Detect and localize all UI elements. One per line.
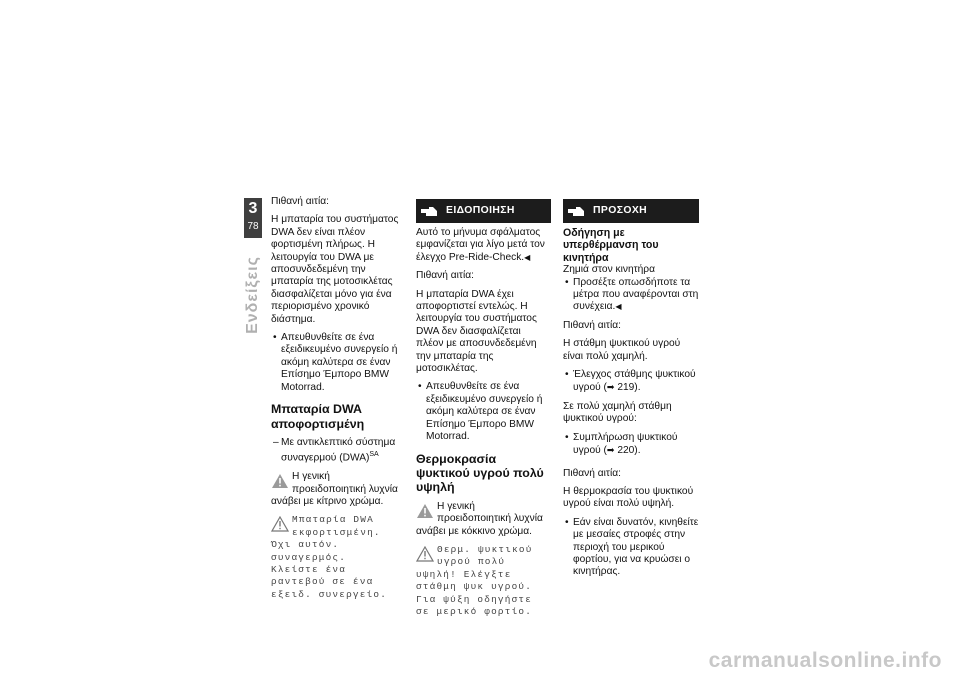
dash-icon: – — [273, 436, 279, 448]
cause-text: Η μπαταρία του συστήματος DWA δεν είναι πλέον φορτισμένη πλήρως. Η λειτουργία του DWA με αποσυνδεδεμένη την μπαταρία της μοτοσικλέτας διασφαλίζεται μόνο για ένα περιορισμένο χρονικό διάστημα. — [271, 214, 399, 325]
dash-item — [271, 437, 399, 465]
display-message: Μπαταρία DWA εκφορτισμένη. Όχι αυτόν. συναγερμός. Κλείστε ένα ραντεβού σε ένα εξειδ. συνεργείο. — [271, 514, 388, 600]
cause-label: Πιθανή αιτία: — [271, 196, 329, 207]
cause-label: Πιθανή αιτία: — [416, 270, 474, 282]
bullet-icon: • — [565, 431, 569, 443]
chapter-tab — [244, 198, 262, 238]
section-heading: Μπαταρία DWA αποφορτισμένη — [271, 402, 365, 431]
column-3 — [563, 196, 699, 585]
bullet-icon: • — [418, 381, 422, 393]
bullet-icon: • — [565, 516, 569, 528]
chapter-number: 3 — [248, 200, 258, 217]
list-item-text: Απευθυνθείτε σε ένα εξειδικευμένο συνεργείο ή ακόμη καλύτερα σε έναν Επίσημο Έμπορο BMW Motorrad. — [426, 381, 543, 443]
hand-pointer-icon — [420, 205, 438, 217]
watermark: carmanualsonline.info — [708, 649, 942, 672]
hand-pointer-icon — [567, 205, 585, 217]
warning-triangle-icon — [271, 473, 289, 489]
list-item-text: Εάν είναι δυνατόν, κινηθείτε με μεσαίες στροφές στην περιοχή του μερικού φορτίου, για να κρυώσει ο κινητήρας. — [573, 516, 699, 578]
caution-label: ΠΡΟΣΟΧΗ — [593, 204, 648, 216]
bullet-icon: • — [565, 276, 569, 288]
section-heading: Θερμοκρασία ψυκτικού υγρού πολύ υψηλή — [416, 451, 544, 495]
list-item-text: Απευθυνθείτε σε ένα εξειδικευμένο συνεργείο ή ακόμη καλύτερα σε έναν Επίσημο Έμπορο BMW Motorrad. — [281, 332, 398, 393]
option-marker: SA — [369, 451, 379, 459]
warning-label: ΕΙΔΟΠΟΙΗΣΗ — [446, 204, 515, 216]
list-item-text: Έλεγχος στάθμης ψυκτικού υγρού ( — [573, 369, 696, 394]
display-triangle-icon — [416, 546, 434, 562]
cause-text: Η θερμοκρασία του ψυκτικού υγρού είναι πολύ υψηλή. — [563, 485, 694, 510]
list-item — [416, 381, 551, 443]
page-number: 78 — [247, 221, 259, 232]
lamp-note — [271, 471, 399, 508]
lamp-note — [416, 501, 551, 538]
arrow-ref-icon: ➡ — [606, 382, 615, 393]
list-item — [563, 369, 699, 395]
lamp-text: Η γενική προειδοποιητική λυχνία ανάβει με κόκκινο χρώμα. — [416, 500, 543, 537]
lamp-text: Η γενική προειδοποιητική λυχνία ανάβει με κίτρινο χρώμα. — [271, 471, 398, 507]
bullet-icon: • — [273, 332, 277, 344]
cause-label: Πιθανή αιτία: — [563, 467, 621, 479]
caution-text: Ζημιά στον κινητήρα — [563, 264, 655, 276]
warning-text: Αυτό το μήνυμα σφάλματος εμφανίζεται για λίγο μετά τον έλεγχο Pre-Ride-Check. — [416, 227, 545, 263]
cause-label: Πιθανή αιτία: — [563, 319, 621, 331]
caution-bar — [563, 199, 699, 223]
page-ref-link[interactable]: 219). — [617, 382, 641, 394]
display-triangle-icon — [271, 516, 289, 532]
end-triangle-icon: ◀ — [524, 252, 531, 262]
column-1 — [271, 196, 399, 607]
end-triangle-icon: ◀ — [615, 302, 622, 312]
list-item-text: Προσέξτε οπωσδήποτε τα μέτρα που αναφέρονται στη συνέχεια. — [573, 276, 699, 313]
dash-text: Με αντικλεπτικό σύστημα συναγερμού (DWA) — [281, 436, 396, 464]
list-item-text: Συμπλήρωση ψυκτικού υγρού ( — [573, 431, 678, 457]
arrow-ref-icon: ➡ — [606, 445, 615, 456]
cause-text: Η μπαταρία DWA έχει αποφορτιστεί εντελώς. Η λειτουργία του συστήματος DWA δεν διασφαλίζεται πλέον με αποσυνδεδεμένη την μπαταρία της μοτοσικλέτας. — [416, 288, 537, 375]
page-ref-link[interactable]: 220). — [617, 445, 641, 457]
list-item — [563, 277, 699, 314]
list-item — [563, 432, 699, 458]
cause-text: Η στάθμη ψυκτικού υγρού είναι πολύ χαμηλή. — [563, 338, 681, 362]
display-note — [271, 514, 399, 601]
bullet-icon: • — [565, 369, 569, 381]
chapter-title-vertical: Ενδείξεις — [244, 256, 261, 334]
display-message: Θερμ. ψυκτικού υγρού πολύ υψηλή! Ελέγξτε στάθμη ψυκ υγρού. Για ψύξη οδηγήστε σε μερικό φορτίο. — [416, 543, 533, 617]
low-level-text: Σε πολύ χαμηλή στάθμη ψυκτικού υγρού: — [563, 400, 672, 425]
caution-heading: Οδήγηση με υπερθέρμανση του κινητήρα — [563, 227, 659, 264]
list-item — [563, 517, 699, 579]
list-item — [271, 332, 399, 394]
warning-triangle-icon — [416, 503, 434, 519]
column-2 — [416, 196, 551, 624]
warning-bar — [416, 199, 551, 223]
display-note — [416, 544, 551, 618]
